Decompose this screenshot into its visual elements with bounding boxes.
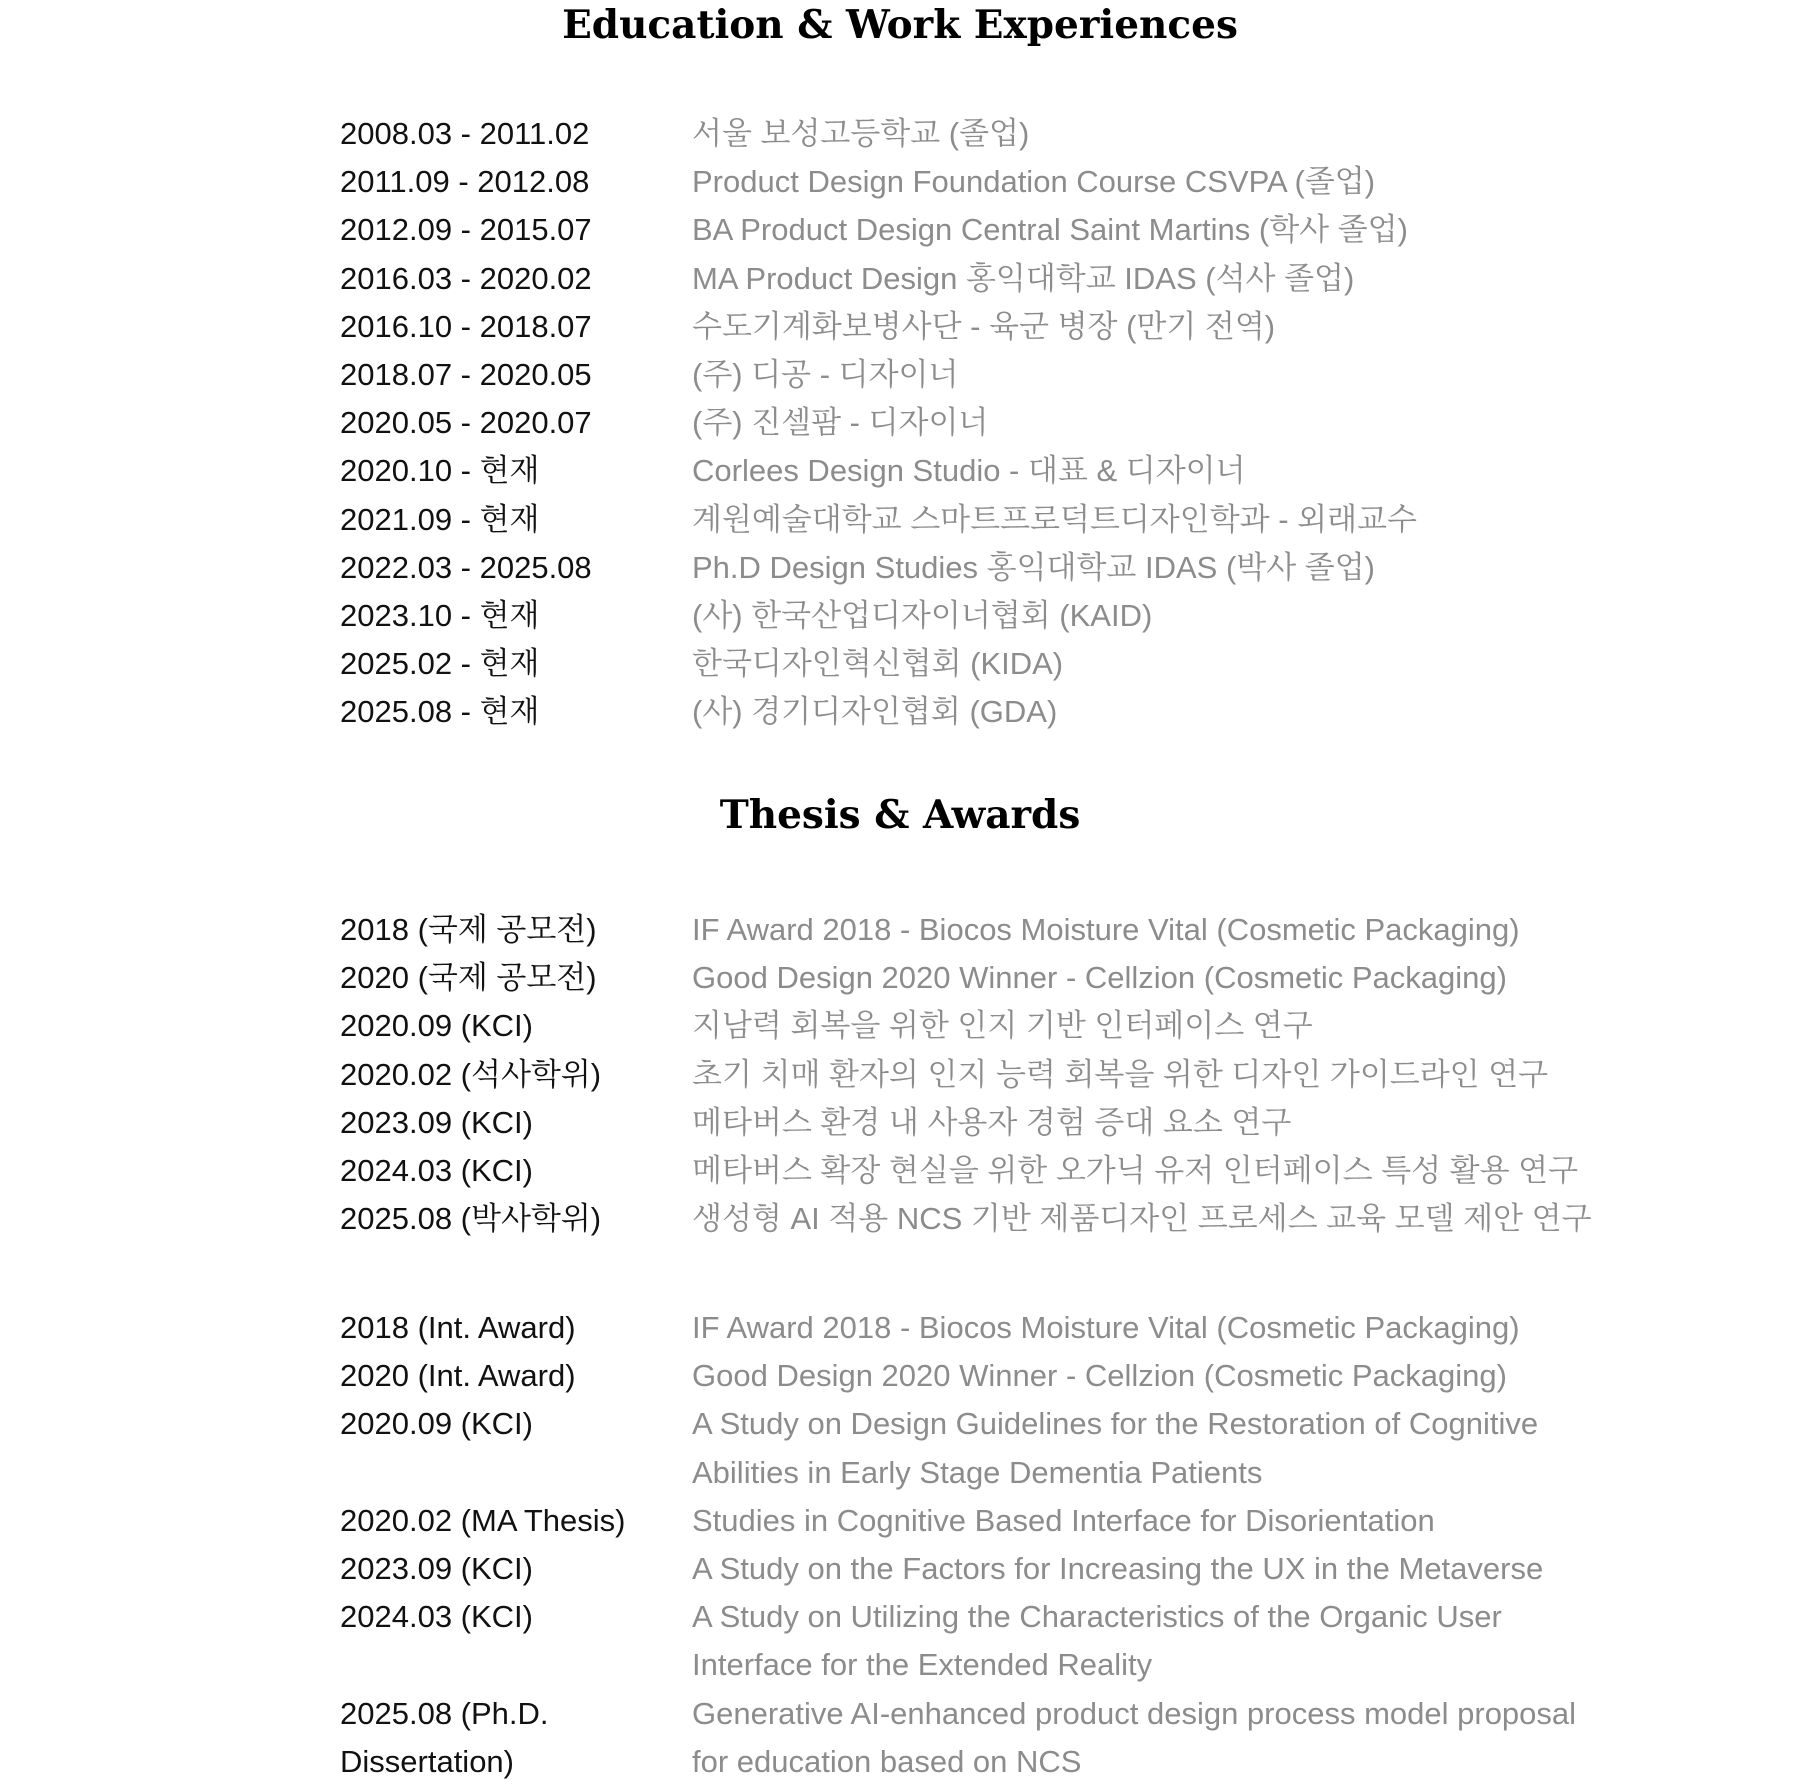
list-item bbox=[340, 447, 1640, 495]
list-item bbox=[340, 544, 1640, 592]
thesis-english-list bbox=[340, 1304, 1640, 1786]
entry-description: MA Product Design 홍익대학교 IDAS (석사 졸업) bbox=[692, 260, 1355, 296]
entry-description: 지남력 회복을 위한 인지 기반 인터페이스 연구 bbox=[692, 1008, 1313, 1044]
list-item bbox=[340, 206, 1640, 254]
list-item bbox=[340, 688, 1640, 736]
entry-date: 2020 (국제 공모전) bbox=[340, 960, 597, 996]
entry-description: 메타버스 확장 현실을 위한 오가닉 유저 인터페이스 특성 활용 연구 bbox=[692, 1153, 1579, 1189]
thesis-korean-list bbox=[340, 906, 1640, 1243]
entry-date: 2016.10 - 2018.07 bbox=[340, 308, 592, 344]
list-item bbox=[340, 496, 1640, 544]
entry-date: 2018 (Int. Award) bbox=[340, 1310, 576, 1345]
list-item bbox=[340, 1002, 1640, 1050]
education-list bbox=[340, 110, 1640, 737]
entry-description: (사) 한국산업디자이너협회 (KAID) bbox=[692, 598, 1153, 634]
list-item bbox=[340, 1545, 1640, 1593]
list-item bbox=[340, 1400, 1640, 1496]
education-heading: Education & Work Experiences bbox=[562, 2, 1238, 48]
entry-date: 2020.02 (MA Thesis) bbox=[340, 1502, 626, 1538]
list-item bbox=[340, 592, 1640, 640]
entry-description: 계원예술대학교 스마트프로덕트디자인학과 - 외래교수 bbox=[692, 501, 1417, 537]
entry-date: 2025.08 (Ph.D. Dissertation) bbox=[340, 1695, 549, 1779]
list-item bbox=[340, 1147, 1640, 1195]
entry-date: 2021.09 - 현재 bbox=[340, 501, 540, 537]
entry-date: 2023.09 (KCI) bbox=[340, 1551, 533, 1587]
list-item bbox=[340, 1497, 1640, 1545]
list-item bbox=[340, 1304, 1640, 1352]
entry-date: 2020.09 (KCI) bbox=[340, 1008, 533, 1044]
list-item bbox=[340, 351, 1640, 399]
entry-date: 2022.03 - 2025.08 bbox=[340, 549, 592, 585]
entry-date: 2016.03 - 2020.02 bbox=[340, 260, 592, 296]
entry-date: 2020.10 - 현재 bbox=[340, 453, 540, 489]
list-item bbox=[340, 906, 1640, 954]
list-item bbox=[340, 640, 1640, 688]
entry-description: IF Award 2018 - Biocos Moisture Vital (Cosmetic Packaging) bbox=[692, 912, 1520, 947]
entry-description: 생성형 AI 적용 NCS 기반 제품디자인 프로세스 교육 모델 제안 연구 bbox=[692, 1201, 1592, 1237]
entry-description: (사) 경기디자인협회 (GDA) bbox=[692, 694, 1058, 730]
entry-date: 2011.09 - 2012.08 bbox=[340, 164, 590, 200]
entry-date: 2025.08 - 현재 bbox=[340, 694, 540, 730]
entry-description: A Study on Utilizing the Characteristics of the Organic User Interface for the Extended Reality bbox=[692, 1599, 1502, 1683]
entry-description: Good Design 2020 Winner - Cellzion (Cosmetic Packaging) bbox=[692, 960, 1507, 996]
entry-description: 서울 보성고등학교 (졸업) bbox=[692, 116, 1030, 151]
list-item bbox=[340, 1099, 1640, 1147]
entry-description: 한국디자인혁신협회 (KIDA) bbox=[692, 646, 1064, 682]
entry-description: IF Award 2018 - Biocos Moisture Vital (Cosmetic Packaging) bbox=[692, 1310, 1520, 1345]
entry-date: 2020 (Int. Award) bbox=[340, 1358, 576, 1394]
entry-date: 2020.05 - 2020.07 bbox=[340, 405, 592, 441]
list-item bbox=[340, 110, 1640, 158]
entry-date: 2008.03 - 2011.02 bbox=[340, 116, 590, 151]
entry-date: 2018.07 - 2020.05 bbox=[340, 357, 592, 393]
thesis-heading: Thesis & Awards bbox=[719, 792, 1081, 838]
entry-date: 2020.09 (KCI) bbox=[340, 1406, 533, 1442]
entry-date: 2020.02 (석사학위) bbox=[340, 1056, 602, 1092]
list-item bbox=[340, 255, 1640, 303]
entry-description: 수도기계화보병사단 - 육군 병장 (만기 전역) bbox=[692, 308, 1276, 344]
list-item bbox=[340, 1352, 1640, 1400]
list-item bbox=[340, 1195, 1640, 1243]
entry-date: 2025.08 (박사학위) bbox=[340, 1201, 602, 1237]
entry-date: 2023.09 (KCI) bbox=[340, 1104, 533, 1140]
entry-description: BA Product Design Central Saint Martins (학사 졸업) bbox=[692, 212, 1408, 248]
entry-description: A Study on Design Guidelines for the Restoration of Cognitive Abilities in Early Stage Dementia Patients bbox=[692, 1406, 1539, 1490]
list-item bbox=[340, 1690, 1640, 1786]
list-item bbox=[340, 158, 1640, 206]
entry-description: A Study on the Factors for Increasing the UX in the Metaverse bbox=[692, 1551, 1544, 1587]
entry-description: Studies in Cognitive Based Interface for Disorientation bbox=[692, 1502, 1435, 1538]
entry-description: Generative AI-enhanced product design process model proposal for education based on NCS bbox=[692, 1695, 1577, 1779]
entry-date: 2018 (국제 공모전) bbox=[340, 912, 597, 947]
entry-description: Ph.D Design Studies 홍익대학교 IDAS (박사 졸업) bbox=[692, 549, 1376, 585]
entry-description: (주) 진셀팜 - 디자이너 bbox=[692, 405, 989, 441]
entry-date: 2023.10 - 현재 bbox=[340, 598, 540, 634]
list-item bbox=[340, 1593, 1640, 1689]
entry-description: Good Design 2020 Winner - Cellzion (Cosmetic Packaging) bbox=[692, 1358, 1507, 1394]
entry-description: 메타버스 환경 내 사용자 경험 증대 요소 연구 bbox=[692, 1104, 1292, 1140]
list-item bbox=[340, 1051, 1640, 1099]
list-item bbox=[340, 399, 1640, 447]
entry-date: 2012.09 - 2015.07 bbox=[340, 212, 592, 248]
entry-date: 2024.03 (KCI) bbox=[340, 1153, 533, 1189]
list-item bbox=[340, 954, 1640, 1002]
entry-description: Product Design Foundation Course CSVPA (졸업) bbox=[692, 164, 1376, 200]
entry-date: 2024.03 (KCI) bbox=[340, 1599, 533, 1635]
list-item bbox=[340, 303, 1640, 351]
entry-description: (주) 디공 - 디자이너 bbox=[692, 357, 959, 393]
entry-description: 초기 치매 환자의 인지 능력 회복을 위한 디자인 가이드라인 연구 bbox=[692, 1056, 1549, 1092]
entry-date: 2025.02 - 현재 bbox=[340, 646, 540, 682]
entry-description: Corlees Design Studio - 대표 & 디자이너 bbox=[692, 453, 1246, 489]
